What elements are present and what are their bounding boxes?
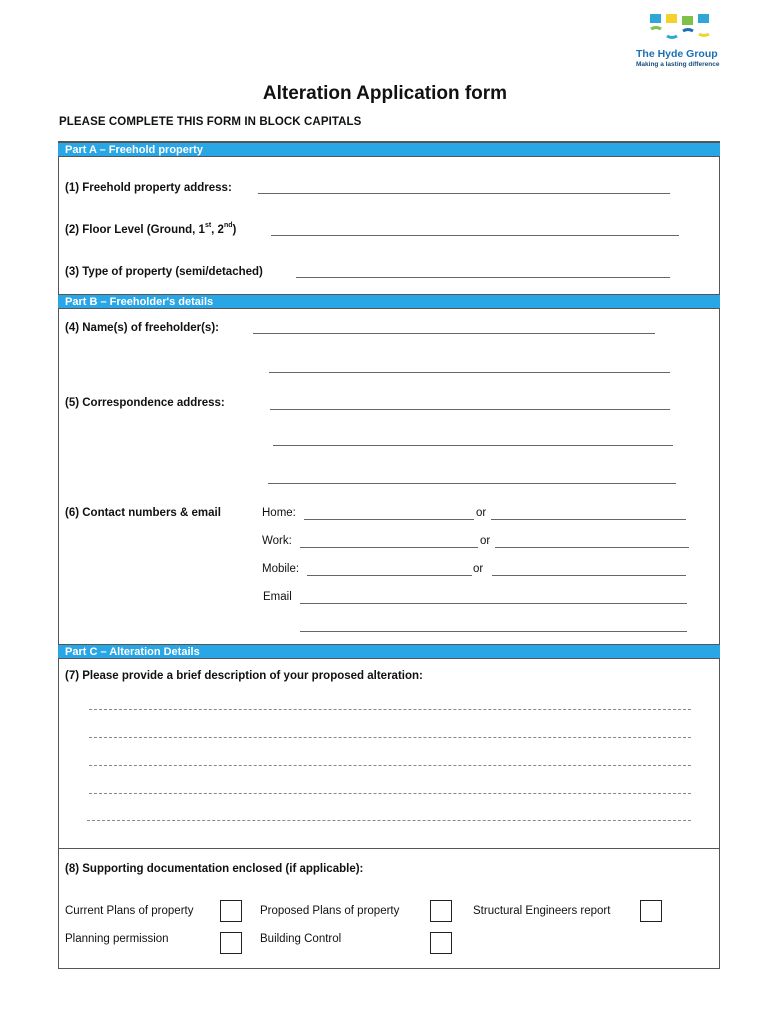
- proposed-plans-checkbox[interactable]: [430, 900, 452, 922]
- planning-permission-checkbox[interactable]: [220, 932, 242, 954]
- q4-label: (4) Name(s) of freeholder(s):: [65, 322, 219, 334]
- structural-report-label: Structural Engineers report: [473, 905, 611, 917]
- page-title: Alteration Application form: [262, 83, 508, 104]
- home-label: Home:: [262, 507, 296, 519]
- q2-label: [65, 224, 236, 236]
- section-divider: [58, 848, 720, 849]
- email-field-1[interactable]: [300, 603, 687, 604]
- q6-label: (6) Contact numbers & email: [65, 507, 221, 519]
- q8-label: (8) Supporting documentation enclosed (if applicable):: [65, 863, 364, 875]
- description-line-4[interactable]: [89, 793, 691, 794]
- mobile-label: Mobile:: [262, 563, 300, 575]
- q4-name-field-2[interactable]: [269, 372, 670, 373]
- logo-name: The Hyde Group: [636, 48, 718, 60]
- q5-address-field-3[interactable]: [268, 483, 676, 484]
- q7-label: (7) Please provide a brief description of your proposed alteration:: [65, 670, 423, 682]
- q2-sup2: nd: [223, 222, 233, 229]
- home-phone-field[interactable]: [304, 519, 474, 520]
- mobile-phone-field[interactable]: [307, 575, 472, 576]
- part-c-header: Part C – Alteration Details: [58, 644, 720, 659]
- email-label: Email: [263, 591, 292, 603]
- work-label: Work:: [262, 535, 292, 547]
- description-line-3[interactable]: [89, 765, 691, 766]
- q5-address-field-1[interactable]: [270, 409, 670, 410]
- planning-permission-label: Planning permission: [65, 933, 169, 945]
- structural-report-checkbox[interactable]: [640, 900, 662, 922]
- q5-address-field-2[interactable]: [273, 445, 673, 446]
- work-phone-field[interactable]: [300, 547, 478, 548]
- proposed-plans-label: Proposed Plans of property: [260, 905, 400, 917]
- q1-address-field[interactable]: [258, 193, 670, 194]
- mobile-alt-field[interactable]: [492, 575, 686, 576]
- description-line-5[interactable]: [87, 820, 691, 821]
- hyde-group-logo: [636, 14, 728, 70]
- home-alt-field[interactable]: [491, 519, 686, 520]
- part-b-header: Part B – Freeholder's details: [58, 294, 720, 309]
- logo-tagline: Making a lasting difference: [636, 61, 720, 68]
- q2-floor-field[interactable]: [271, 235, 679, 236]
- work-or: or: [480, 535, 491, 547]
- q2-mid: , 2: [211, 224, 224, 236]
- q2-suffix: ): [232, 224, 237, 236]
- current-plans-checkbox[interactable]: [220, 900, 242, 922]
- logo-marks-icon: [650, 14, 714, 42]
- home-or: or: [476, 507, 487, 519]
- q1-label: (1) Freehold property address:: [65, 182, 232, 194]
- current-plans-label: Current Plans of property: [65, 905, 194, 917]
- page-subtitle: PLEASE COMPLETE THIS FORM IN BLOCK CAPITALS: [59, 116, 362, 128]
- q2-sup1: st: [204, 222, 212, 229]
- building-control-label: Building Control: [260, 933, 342, 945]
- q4-name-field[interactable]: [253, 333, 655, 334]
- q2-text: (2) Floor Level (Ground, 1: [65, 224, 205, 236]
- work-alt-field[interactable]: [495, 547, 689, 548]
- q5-label: (5) Correspondence address:: [65, 397, 225, 409]
- q3-label: (3) Type of property (semi/detached): [65, 266, 263, 278]
- building-control-checkbox[interactable]: [430, 932, 452, 954]
- email-field-2[interactable]: [300, 631, 687, 632]
- description-line-2[interactable]: [89, 737, 691, 738]
- part-a-header: Part A – Freehold property: [58, 142, 720, 157]
- mobile-or: or: [473, 563, 484, 575]
- q3-type-field[interactable]: [296, 277, 670, 278]
- description-line-1[interactable]: [89, 709, 691, 710]
